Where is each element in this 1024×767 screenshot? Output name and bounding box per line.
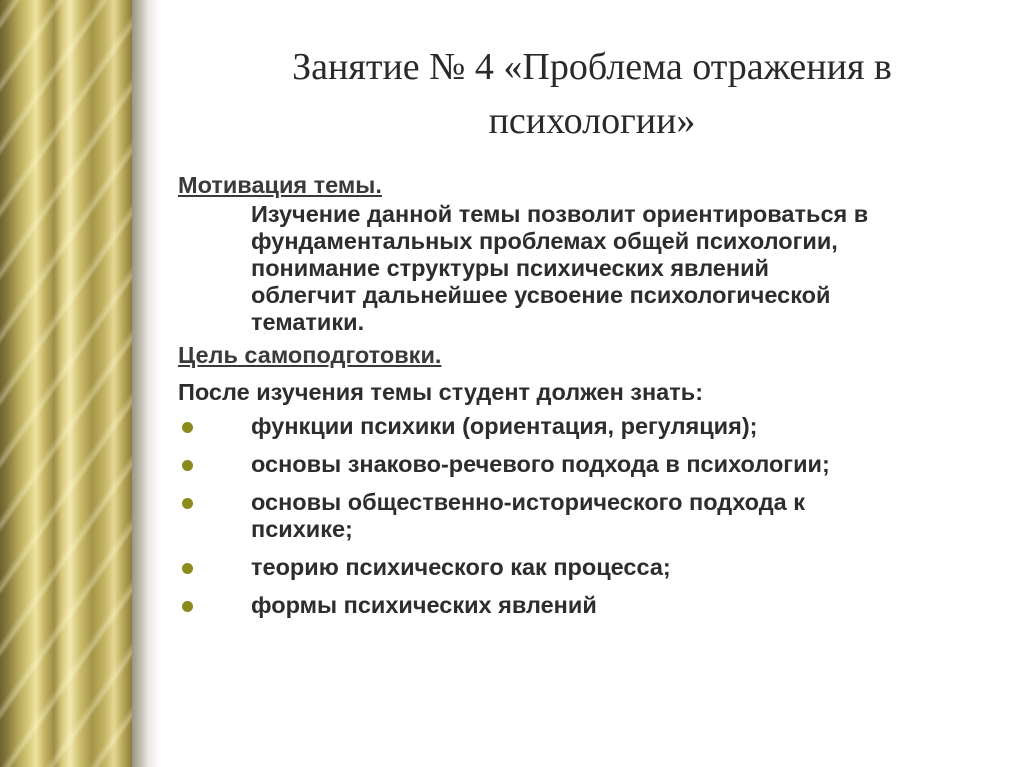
- list-item: функции психики (ориентация, регуляция);: [178, 413, 1008, 440]
- slide-title: [160, 40, 1024, 148]
- border-shadow: [132, 0, 160, 767]
- bullet-icon: [182, 563, 193, 574]
- goal-heading: Цель самоподготовки.: [178, 342, 442, 368]
- motivation-heading: Мотивация темы.: [178, 172, 382, 198]
- decorative-gold-border: [0, 0, 132, 767]
- list-item: теорию психического как процесса;: [178, 554, 1008, 581]
- motivation-line: Изучение данной темы позволит ориентироваться в: [251, 201, 869, 227]
- bullet-icon: [182, 601, 193, 612]
- motivation-line: понимание структуры психических явлений: [251, 255, 769, 281]
- knowledge-list: [178, 413, 1008, 619]
- list-item: основы общественно-исторического подхода к психике;: [178, 489, 1008, 543]
- title-line-2: психологии»: [488, 100, 696, 142]
- motivation-line: тематики.: [251, 309, 365, 335]
- title-line-1: Занятие № 4 «Проблема отражения в: [292, 46, 892, 88]
- goal-intro: После изучения темы студент должен знать:: [178, 379, 704, 405]
- slide-content: [178, 172, 1008, 630]
- list-item: основы знаково-речевого подхода в психологии;: [178, 451, 1008, 478]
- motivation-line: фундаментальных проблемах общей психологии,: [251, 228, 838, 254]
- bullet-icon: [182, 498, 193, 509]
- bullet-icon: [182, 460, 193, 471]
- motivation-text: [251, 201, 1008, 336]
- list-item: формы психических явлений: [178, 592, 1008, 619]
- motivation-line: облегчит дальнейшее усвоение психологической: [251, 282, 831, 308]
- bullet-icon: [182, 422, 193, 433]
